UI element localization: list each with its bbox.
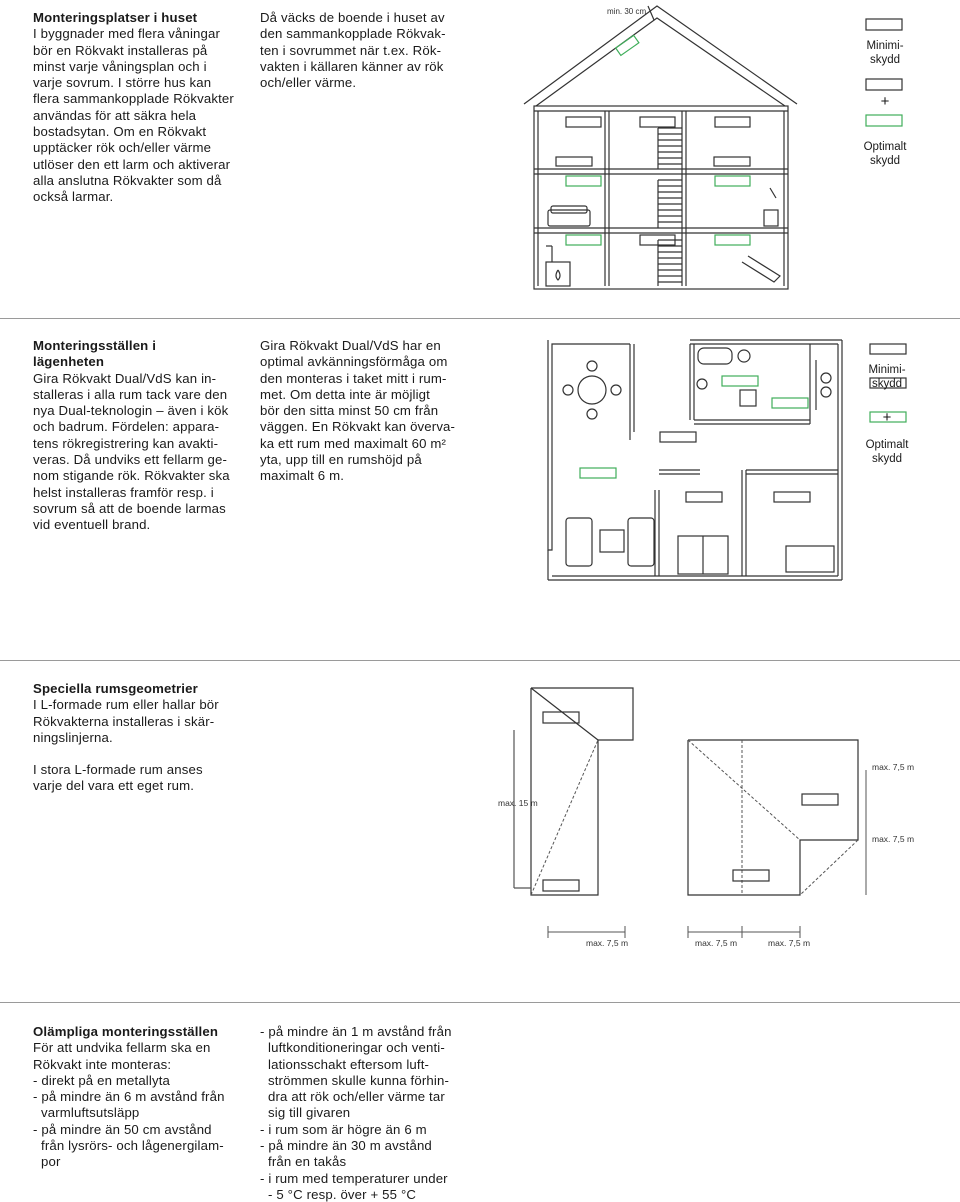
text-line: yta, upp till en rumshöjd på bbox=[260, 452, 422, 468]
text-line: bör en Rökvakt installeras på bbox=[33, 42, 208, 58]
text-line: helst installeras framför resp. i bbox=[33, 484, 214, 500]
dimension-label: max. 15 m bbox=[498, 798, 538, 808]
section-apartment-heading: Monteringsställen i bbox=[33, 338, 157, 353]
legend-optimal-label: skydd bbox=[869, 154, 901, 167]
text-line: Rökvakt inte monteras: bbox=[33, 1056, 172, 1072]
text-line: strömmen skulle kunna förhin- bbox=[268, 1072, 449, 1088]
section-house-heading: Monteringsplatser i huset bbox=[33, 10, 198, 25]
text-line: - på mindre än 30 m avstånd bbox=[260, 1138, 432, 1154]
legend-optimal-label: Optimalt bbox=[865, 439, 909, 451]
text-line: veras. Då undviks ett fellarm ge- bbox=[33, 452, 228, 468]
text-line: bostadsytan. Om en Rökvakt bbox=[33, 124, 207, 140]
legend-house bbox=[840, 40, 930, 168]
legend-apartment bbox=[842, 364, 932, 466]
divider bbox=[0, 660, 960, 661]
text-line: maximalt 6 m. bbox=[260, 468, 345, 484]
text-line: användas för att säkra hela bbox=[33, 107, 197, 123]
text-line: - i rum som är högre än 6 m bbox=[260, 1121, 427, 1137]
text-line: I stora L-formade rum anses bbox=[33, 762, 203, 778]
text-line: utlöser den ett larm och aktiverar bbox=[33, 156, 231, 172]
text-line: och badrum. Fördelen: appara- bbox=[33, 419, 220, 435]
text-line: också larmar. bbox=[33, 189, 114, 205]
divider bbox=[0, 318, 960, 319]
text-line: I byggnader med flera våningar bbox=[33, 26, 221, 42]
text-line: För att undvika fellarm ska en bbox=[33, 1040, 211, 1056]
section-apartment-heading: lägenheten bbox=[33, 354, 105, 370]
divider bbox=[0, 1002, 960, 1003]
text-line: väggen. En Rökvakt kan överva- bbox=[260, 419, 456, 435]
text-line: - på mindre än 6 m avstånd från bbox=[33, 1089, 225, 1105]
text-line: lationsschakt eftersom luft- bbox=[268, 1056, 430, 1072]
text-line: ten i sovrummet när t.ex. Rök- bbox=[260, 42, 442, 58]
legend-plus: + bbox=[882, 409, 892, 426]
text-line: stalleras i alla rum tack vare den bbox=[33, 386, 228, 402]
room-geometry-diagram bbox=[0, 670, 960, 960]
legend-optimal-label: skydd bbox=[871, 452, 903, 465]
text-line: från lysrörs- och lågenergilam- bbox=[41, 1138, 224, 1154]
text-line: varje sovrum. I större hus kan bbox=[33, 75, 212, 91]
text-line: varje del vara ett eget rum. bbox=[33, 778, 195, 794]
text-line: bör den sitta minst 50 cm från bbox=[260, 403, 439, 419]
legend-optimal-label: Optimalt bbox=[863, 141, 907, 153]
text-line: upptäcker rök och/eller värme bbox=[33, 140, 212, 156]
legend-minimal-label: Minimi- bbox=[866, 40, 904, 52]
text-line: met. Om detta inte är möjligt bbox=[260, 386, 430, 402]
dimension-label: max. 7,5 m bbox=[586, 938, 629, 948]
text-line: - på mindre än 1 m avstånd från bbox=[260, 1024, 452, 1039]
text-line: luftkonditioneringar och venti- bbox=[268, 1040, 445, 1056]
text-line: vid eventuell brand. bbox=[33, 517, 151, 533]
legend-minimal-label: skydd bbox=[869, 53, 901, 66]
section-unsuitable-heading: Olämpliga monteringsställen bbox=[33, 1024, 219, 1039]
text-line: den monteras i taket mitt i rum- bbox=[260, 370, 447, 386]
dimension-label: max. 7,5 m bbox=[695, 938, 738, 948]
text-line: dra att rök och/eller värme tar bbox=[268, 1089, 445, 1105]
text-line: från en takås bbox=[268, 1154, 347, 1170]
house-diagram bbox=[0, 0, 960, 320]
text-line: flera sammankopplade Rökvakter bbox=[33, 91, 234, 107]
text-line: Gira Rökvakt Dual/VdS kan in- bbox=[33, 370, 217, 386]
text-line: och/eller värme. bbox=[260, 75, 357, 91]
text-line: Gira Rökvakt Dual/VdS har en bbox=[260, 338, 441, 353]
text-line: varmluftsutsläpp bbox=[41, 1105, 140, 1121]
section-geometry-heading: Speciella rumsgeometrier bbox=[33, 681, 198, 696]
legend-minimal-label: skydd bbox=[871, 377, 903, 390]
text-line: nya Dual-teknologin – även i kök bbox=[33, 403, 229, 419]
dimension-label: max. 7,5 m bbox=[872, 834, 915, 844]
text-line: - på mindre än 50 cm avstånd bbox=[33, 1121, 212, 1137]
section-unsuitable-text bbox=[33, 1024, 225, 1171]
dimension-label: max. 7,5 m bbox=[872, 762, 915, 772]
text-line: sig till givaren bbox=[268, 1105, 351, 1121]
apartment-floorplan bbox=[0, 320, 960, 660]
text-line: Då väcks de boende i huset av bbox=[260, 10, 445, 25]
text-line: tens rökregistrering kan avakti- bbox=[33, 435, 219, 451]
text-line: nom stigande rök. Rökvakter ska bbox=[33, 468, 230, 484]
text-line: I L-formade rum eller hallar bör bbox=[33, 697, 219, 713]
text-line: - 5 °C resp. över + 55 °C bbox=[268, 1186, 417, 1202]
text-line: Rökvakterna installeras i skär- bbox=[33, 713, 215, 729]
legend-minimal-label: Minimi- bbox=[868, 364, 906, 376]
text-line: - direkt på en metallyta bbox=[33, 1072, 171, 1088]
text-line: alla anslutna Rökvakter som då bbox=[33, 172, 222, 188]
legend-plus: + bbox=[880, 93, 890, 110]
text-line: den sammankopplade Rökvak- bbox=[260, 26, 446, 42]
text-line: ka ett rum med maximalt 60 m² bbox=[260, 435, 447, 451]
roof-distance-label: min. 30 cm bbox=[607, 7, 647, 16]
text-line: - i rum med temperaturer under bbox=[260, 1170, 448, 1186]
section-unsuitable-text-col2 bbox=[260, 1024, 452, 1202]
text-line: minst varje våningsplan och i bbox=[33, 58, 207, 74]
dimension-label: max. 7,5 m bbox=[768, 938, 811, 948]
text-line: optimal avkänningsförmåga om bbox=[260, 354, 448, 370]
text-line: vakten i källaren känner av rök bbox=[260, 58, 444, 74]
text-line: por bbox=[41, 1154, 61, 1170]
text-line: sovrum så att de boende larmas bbox=[33, 500, 226, 516]
text-line: ningslinjerna. bbox=[33, 729, 113, 745]
